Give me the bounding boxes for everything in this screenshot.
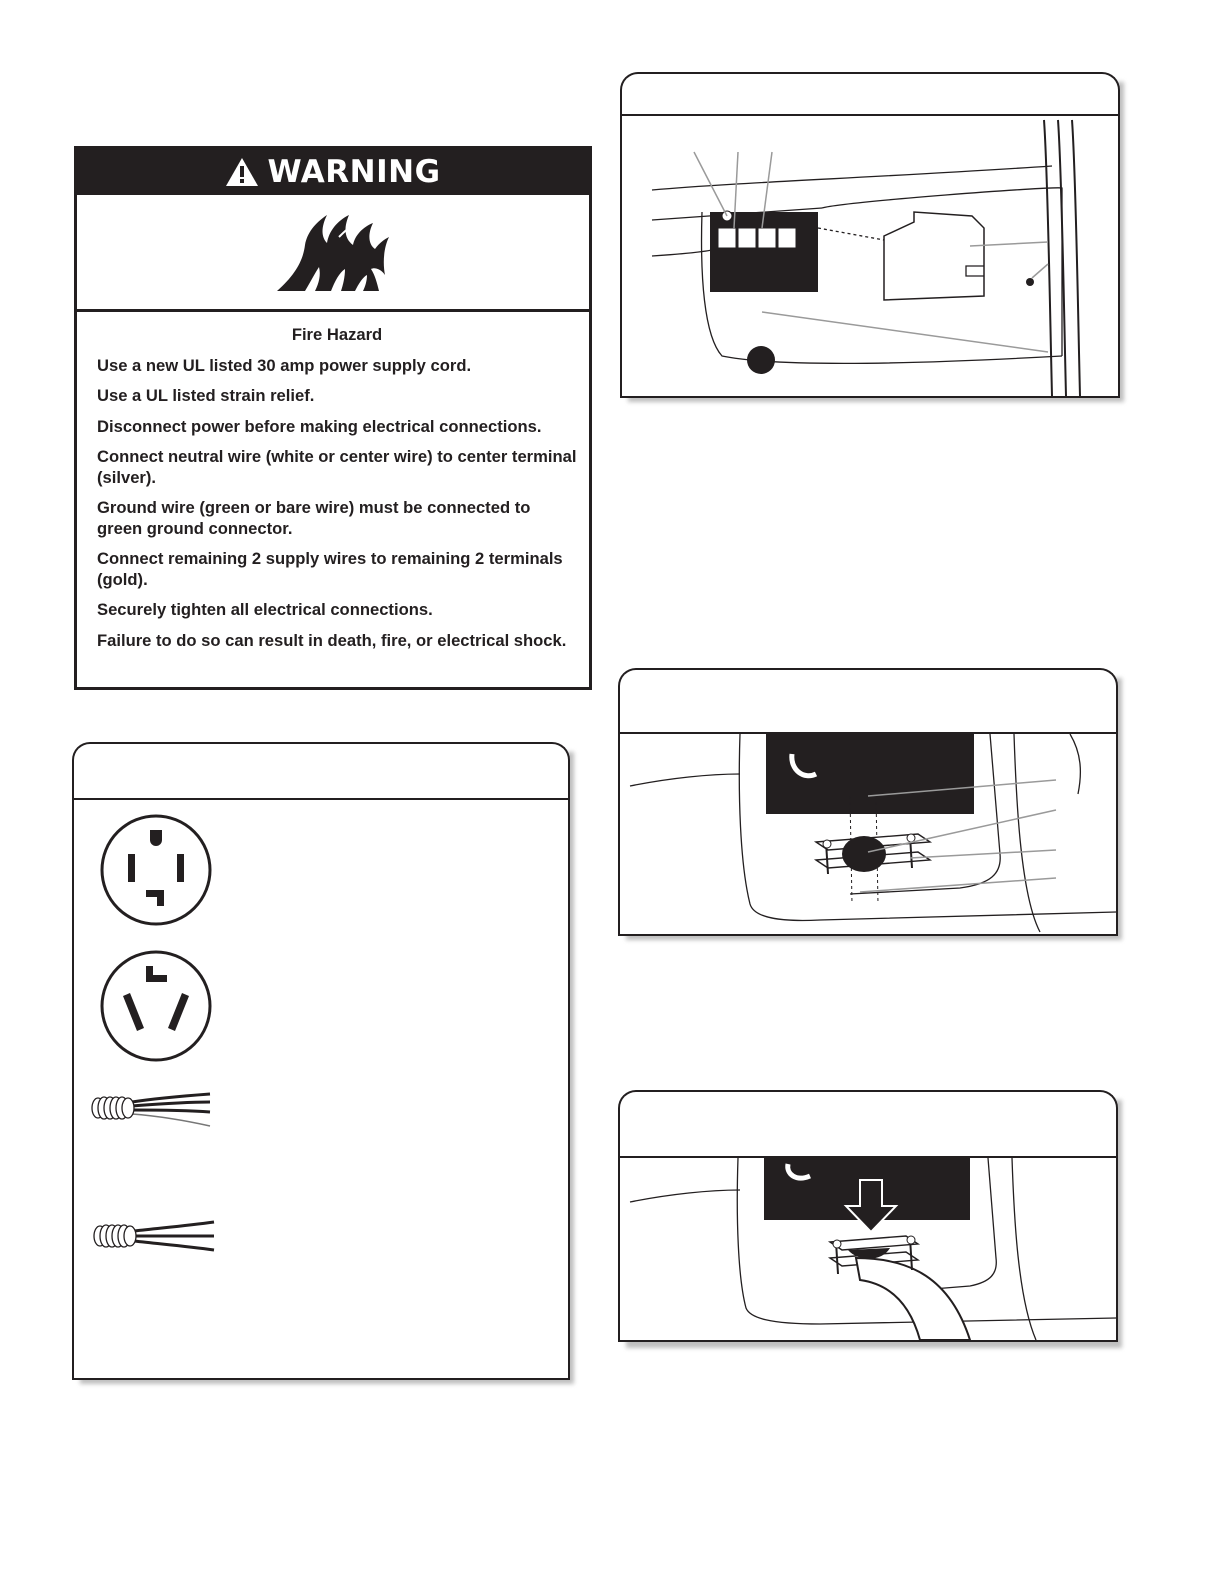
hazard-line: Ground wire (green or bare wire) must be connected to green ground connector. [97,498,531,538]
hazard-line: Disconnect power before making electrical connections. [97,416,542,436]
cord-insertion-panel [618,1156,1118,1342]
hazard-line: Failure to do so can result in death, fire, or electrical shock. [97,630,567,650]
flame-icon [275,209,391,293]
terminal-block-diagram [622,116,1118,396]
hazard-line: Securely tighten all electrical connections. [97,600,433,619]
outlet-panel-header [72,742,570,802]
terminal-panel [620,114,1120,398]
warning-header [77,149,589,195]
outlet-panel [72,798,570,1380]
4-wire-cord-icon [88,1088,214,1130]
cord-insertion-diagram [620,1158,1116,1340]
warning-box [74,146,592,690]
hazard-line: Use a new UL listed 30 amp power supply cord. [97,355,472,375]
strain-relief-panel [618,732,1118,936]
4-prong-outlet-icon [98,812,214,928]
terminal-panel-header [620,72,1120,118]
warning-label: WARNING [267,154,441,190]
hazard-line: Connect neutral wire (white or center wire) to center terminal (silver). [97,447,577,487]
3-prong-outlet-icon [98,948,214,1064]
hazard-line: Use a UL listed strain relief. [97,386,315,405]
hazard-text [97,325,577,661]
cord-insertion-panel-header [618,1090,1118,1160]
hazard-line: Connect remaining 2 supply wires to remaining 2 terminals (gold). [97,549,563,589]
strain-relief-panel-header [618,668,1118,736]
3-wire-cord-icon [90,1216,218,1256]
warning-triangle-icon [225,157,259,187]
hazard-title: Fire Hazard [291,325,383,344]
flame-area [77,195,589,312]
strain-relief-diagram [620,734,1116,934]
